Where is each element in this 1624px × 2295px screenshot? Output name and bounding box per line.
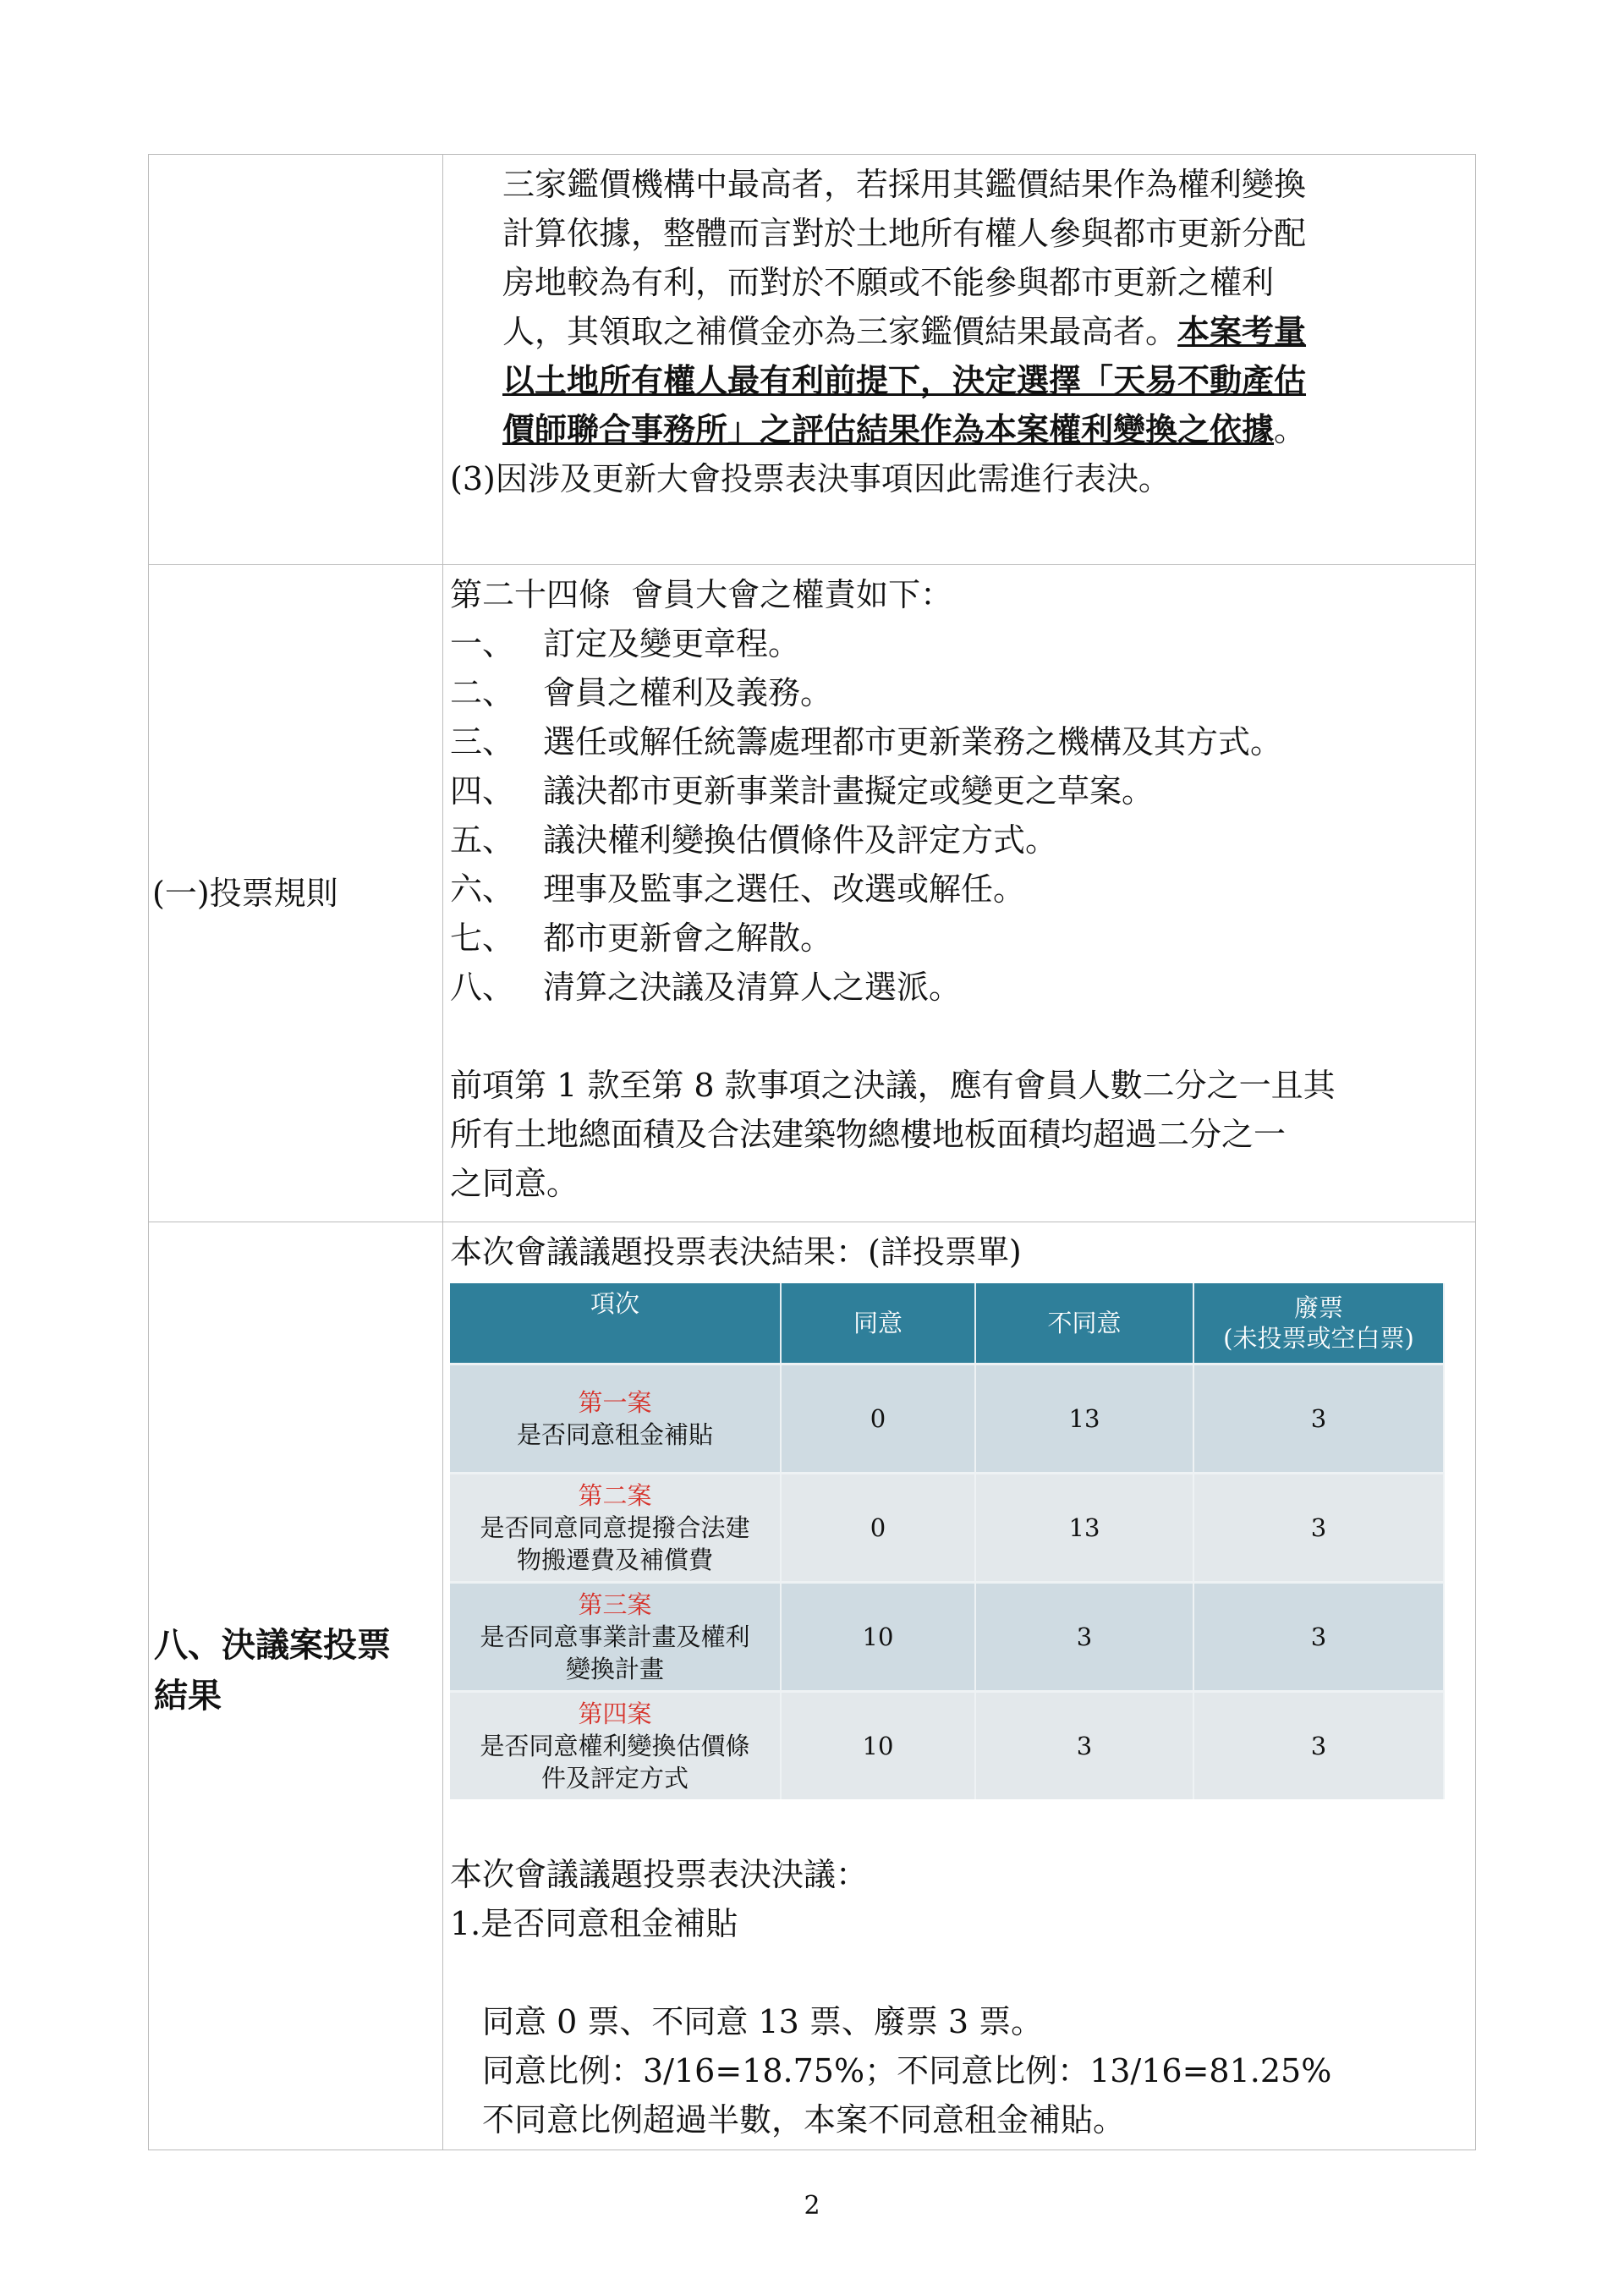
- disagree-count: 13: [975, 1474, 1193, 1583]
- table-row: [450, 1364, 1444, 1474]
- resolution-item: 1.是否同意租金補貼: [450, 1905, 738, 1942]
- list-item: 三、 選任或解任統籌處理都市更新業務之機構及其方式。: [450, 723, 1283, 760]
- paragraph-line: 房地較為有利，而對於不願或不能參與都市更新之權利: [502, 264, 1275, 301]
- header-disagree: 不同意: [975, 1283, 1193, 1364]
- disagree-count: 3: [975, 1692, 1193, 1800]
- vote-table-wrap: [450, 1283, 1444, 1799]
- vote-table: [450, 1283, 1445, 1799]
- paragraph-line: 三家鑑價機構中最高者，若採用其鑑價結果作為權利變換: [502, 166, 1307, 203]
- page-number: 2: [804, 2191, 820, 2221]
- disagree-count: 3: [975, 1583, 1193, 1692]
- note-paragraph: 前項第 1 款至第 8 款事項之決議，應有會員人數二分之一且其 所有土地總面積及合法建築物總樓地板面積均超過二分之一 之同意。: [450, 1067, 1336, 1202]
- case-cell: 第四案 是否同意權利變換估價條 件及評定方式: [450, 1692, 781, 1800]
- invalid-count: 3: [1193, 1364, 1444, 1474]
- disagree-count: 13: [975, 1364, 1193, 1474]
- appraisal-paragraph: [450, 160, 1465, 454]
- list-item: 六、 理事及監事之選任、改選或解任。: [450, 870, 1026, 908]
- list-item: 五、 議決權利變換估價條件及評定方式。: [450, 821, 1058, 859]
- main-table: [148, 154, 1476, 2150]
- case-cell: 第三案 是否同意事業計畫及權利 變換計畫: [450, 1583, 781, 1692]
- agree-count: 0: [781, 1474, 975, 1583]
- case-cell: 第一案 是否同意租金補貼: [450, 1364, 781, 1474]
- header-item: 項次: [450, 1283, 781, 1364]
- left-cell-empty: [149, 155, 443, 565]
- vote-table-header: [450, 1283, 1444, 1364]
- emphasis-line: 以土地所有權人最有利前提下，決定選擇「天易不動產估: [502, 361, 1307, 399]
- paragraph-line: 人，其領取之補償金亦為三家鑑價結果最高者。本案考量: [502, 312, 1307, 350]
- item-3-text: (3)因涉及更新大會投票表決事項因此需進行表決。: [450, 460, 1171, 497]
- table-row-continuation: [149, 155, 1476, 565]
- list-item: 七、 都市更新會之解散。: [450, 920, 833, 957]
- vote-results-intro: 本次會議議題投票表決結果：(詳投票單): [450, 1233, 1022, 1271]
- paragraph-line: 價師聯合事務所」之評估結果作為本案權利變換之依據。: [502, 410, 1307, 448]
- table-row: [450, 1692, 1444, 1800]
- agree-count: 10: [781, 1692, 975, 1800]
- voting-rules-label: (一)投票規則: [152, 875, 338, 912]
- list-item: 二、 會員之權利及義務。: [450, 674, 833, 711]
- vote-results-label: 八、決議案投票 結果: [154, 1625, 391, 1716]
- emphasis-text: 本案考量: [1177, 312, 1307, 350]
- table-row: [450, 1583, 1444, 1692]
- case-cell: 第二案 是否同意同意提撥合法建 物搬遷費及補償費: [450, 1474, 781, 1583]
- article-heading: 第二十四條 會員大會之權責如下：: [450, 576, 953, 613]
- invalid-count: 3: [1193, 1692, 1444, 1800]
- agree-count: 10: [781, 1583, 975, 1692]
- resolution-result: 同意 0 票、不同意 13 票、廢票 3 票。 同意比例：3/16=18.75%；不同意比例：13/16=81.25% 不同意比例超過半數，本案不同意租金補貼。: [482, 2003, 1332, 2139]
- right-cell-continuation: [443, 155, 1476, 565]
- agree-count: 0: [781, 1364, 975, 1474]
- table-row-vote-results: [149, 1222, 1476, 2150]
- paragraph-line: 計算依據，整體而言對於土地所有權人參與都市更新分配: [502, 215, 1307, 252]
- left-cell-voting-rules: [149, 565, 443, 1222]
- header-agree: 同意: [781, 1283, 975, 1364]
- list-item: 一、 訂定及變更章程。: [450, 625, 801, 662]
- table-row: [450, 1474, 1444, 1583]
- invalid-count: 3: [1193, 1583, 1444, 1692]
- emphasis-text: 價師聯合事務所」之評估結果作為本案權利變換之依據: [502, 410, 1275, 448]
- table-row-voting-rules: [149, 565, 1476, 1222]
- list-item: 八、 清算之決議及清算人之選派。: [450, 969, 962, 1006]
- left-cell-vote-results: [149, 1222, 443, 2150]
- header-invalid: 廢票 (未投票或空白票): [1193, 1283, 1444, 1364]
- resolution-heading: 本次會議議題投票表決決議：: [450, 1856, 869, 1893]
- list-item: 四、 議決都市更新事業計畫擬定或變更之草案。: [450, 772, 1155, 810]
- right-cell-voting-rules: [443, 565, 1476, 1222]
- right-cell-vote-results: [443, 1222, 1476, 2150]
- invalid-count: 3: [1193, 1474, 1444, 1583]
